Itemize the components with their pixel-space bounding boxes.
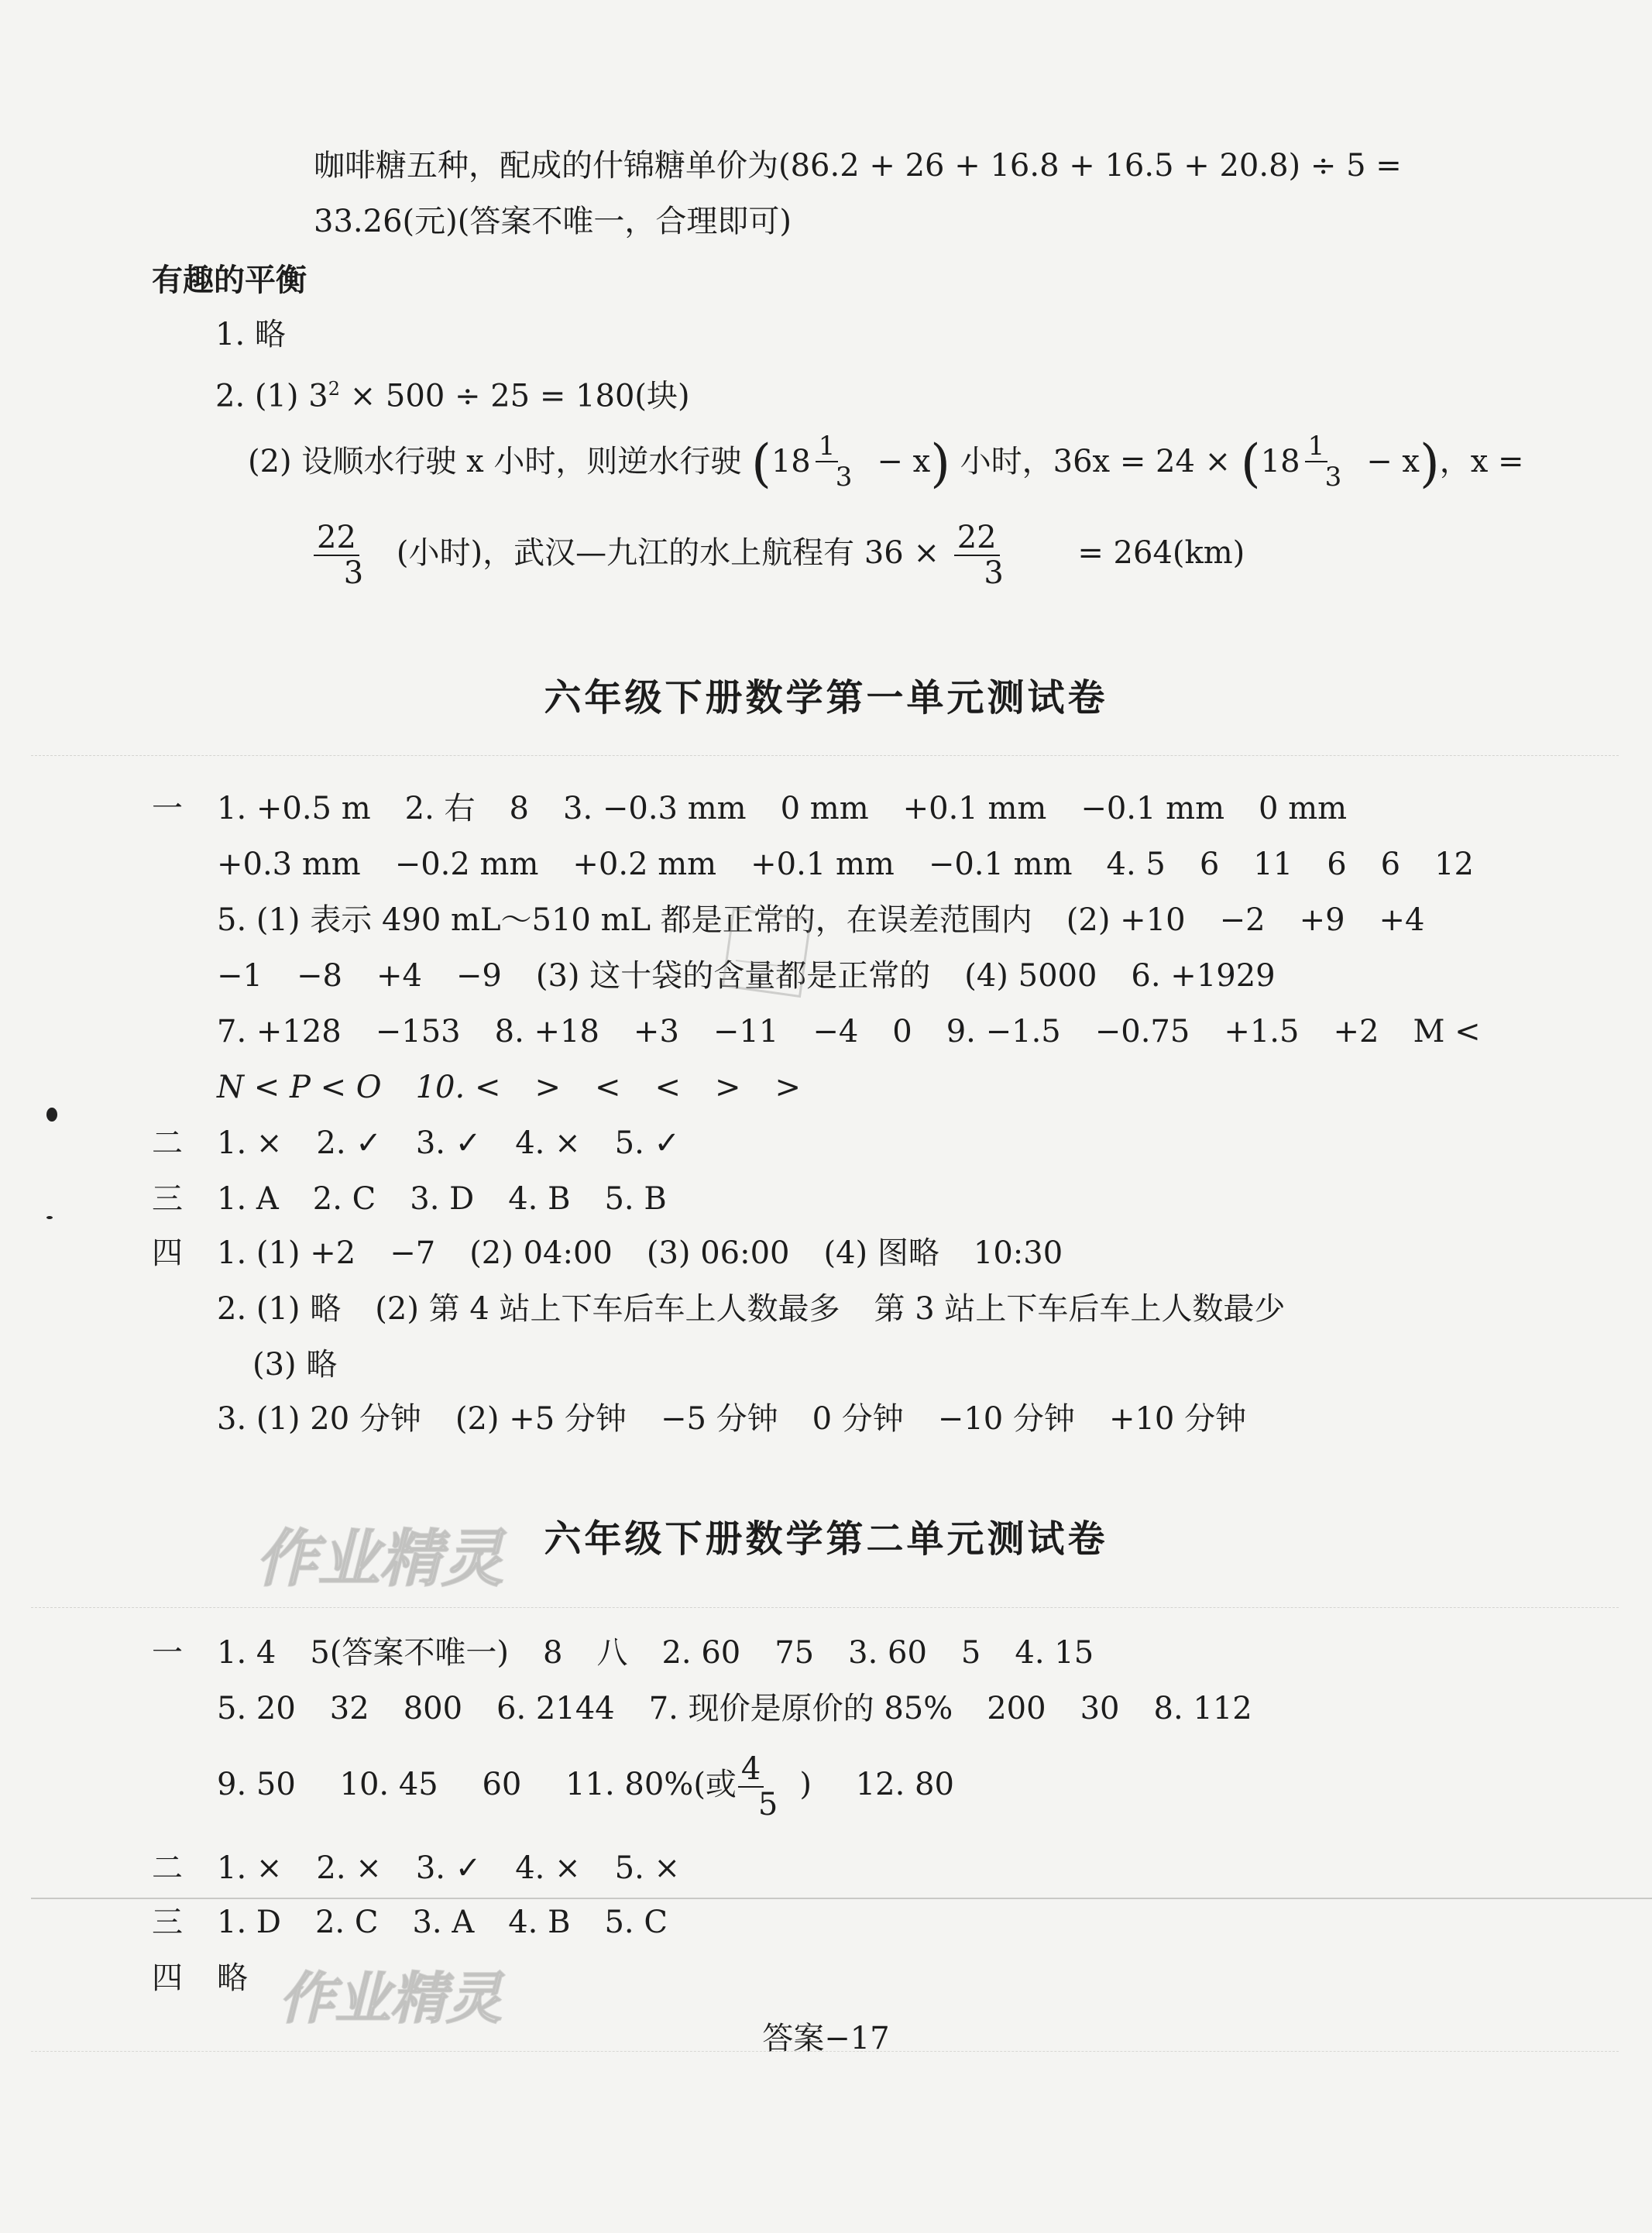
answer-item: (2) +5 分钟 (455, 1401, 627, 1437)
answer-row (217, 843, 1474, 886)
stamp-icon (713, 898, 821, 1007)
answer-row (217, 1066, 801, 1109)
answer-item: +1.5 (1224, 1014, 1300, 1050)
answer-line: 1. 略 (215, 317, 286, 352)
answer-item: 1. × (217, 1125, 283, 1161)
divider (31, 1898, 1652, 1899)
answer-item: 8 (509, 791, 529, 826)
denominator: 3 (984, 555, 1004, 591)
answer-item: < (594, 1070, 621, 1105)
answer-item: 6 (1380, 847, 1401, 882)
answer-item: 四 (152, 1960, 183, 1996)
denominator: 5 (757, 1787, 778, 1822)
numerator: 1 (1305, 431, 1328, 462)
fraction (738, 1752, 798, 1822)
answer-item: 5. ✓ (614, 1125, 681, 1161)
text-line: 咖啡糖五种，配成的什锦糖单价为(86.2 + 26 + 16.8 + 16.5 + 20.8) ÷ 5 = (314, 148, 1402, 184)
divider (31, 755, 1619, 756)
answer-item: 1. A (217, 1181, 279, 1217)
answer-item: −0.2 mm (394, 847, 539, 882)
answer-item: 一 (152, 791, 183, 826)
answer-item: 略 (217, 1960, 248, 1996)
answer-text: × 500 ÷ 25 = 180(块) (339, 378, 690, 414)
answer-item: 6 (1327, 847, 1347, 882)
answer-item: 30 (1080, 1691, 1120, 1726)
minus-x: − x (877, 444, 931, 479)
answer-row (217, 1687, 1252, 1730)
answer-item: −0.75 (1094, 1014, 1190, 1050)
answer-item: −4 (812, 1014, 859, 1050)
page-number: 答案−17 (762, 2021, 890, 2056)
answer-text: ，x = (1439, 444, 1524, 479)
answer-row (217, 1010, 1481, 1053)
answer-item: 二 (152, 1850, 183, 1886)
numerator: 1 (816, 431, 839, 462)
print-mark (46, 1108, 57, 1122)
answer-item: 0 分钟 (812, 1401, 904, 1437)
answer-item: 5. × (614, 1850, 681, 1886)
answer-item: 7. 现价是原价的 85% (648, 1691, 953, 1726)
fraction (954, 520, 1034, 590)
paren: ) (930, 434, 950, 493)
answer-item: 32 (329, 1691, 369, 1726)
answer-item: 0 mm (780, 791, 869, 826)
answer-text: (2) 设顺水行驶 x 小时，则逆水行驶 (248, 444, 742, 479)
paren: ) (1420, 434, 1440, 493)
answer-item: 5(答案不唯一) (310, 1635, 509, 1671)
whole: 18 (1260, 444, 1300, 479)
answer-item: 10:30 (973, 1235, 1063, 1271)
numerator: 22 (314, 520, 359, 556)
answer-item: < (654, 1070, 681, 1105)
answer-text: = 264(km) (1077, 535, 1245, 571)
denominator: 3 (1324, 462, 1342, 493)
answer-item: +0.3 mm (217, 847, 361, 882)
answer-item: 1. (1) +2 (217, 1235, 356, 1271)
answer-item: 四 (152, 1235, 183, 1271)
answer-item: +2 (1333, 1014, 1379, 1050)
answer-item: (2) 04:00 (469, 1235, 613, 1271)
answer-item: 0 mm (1259, 791, 1348, 826)
answer-row (152, 1956, 248, 2000)
answer-row (152, 1631, 1094, 1675)
answer-item: 5 (960, 1635, 981, 1671)
answer-item: M < (1413, 1014, 1481, 1050)
numerator: 4 (738, 1752, 764, 1788)
watermark: 作业精灵 (279, 1966, 503, 2031)
whole: 18 (771, 444, 811, 479)
answer-row (217, 1397, 1246, 1441)
answer-item: −8 (296, 958, 342, 994)
answer-item: +10 分钟 (1108, 1401, 1247, 1437)
answer-item: 12 (1434, 847, 1475, 882)
answer-item: (3) 略 (252, 1347, 338, 1383)
answer-item: −153 (375, 1014, 461, 1050)
answer-item: 200 (987, 1691, 1046, 1726)
answer-item: > (715, 1070, 741, 1105)
answer-item: 1. +0.5 m (217, 791, 371, 826)
answer-item: ) (799, 1767, 812, 1802)
answer-item: 5. 20 (217, 1691, 296, 1726)
answer-item: 3. −0.3 mm (563, 791, 747, 826)
answer-item: −9 (455, 958, 502, 994)
answer-item: 第 3 站上下车后车上人数最少 (874, 1291, 1286, 1327)
answer-item: 5. (1) 表示 490 mL～510 mL 都是正常的，在误差范围内 (217, 902, 1032, 938)
answer-item: −0.1 mm (928, 847, 1073, 882)
fraction (1305, 431, 1362, 492)
answer-item: 12. 80 (855, 1767, 954, 1802)
mixed-number (771, 431, 930, 493)
minus-x: − x (1366, 444, 1420, 479)
answer-row (217, 1747, 954, 1822)
answer-row (152, 1847, 680, 1890)
answer-item: 2. C (314, 1905, 379, 1940)
answer-item: 4. × (515, 1850, 581, 1886)
answer-item: 8. 112 (1153, 1691, 1252, 1726)
answer-row (252, 1343, 337, 1386)
paren: ( (1240, 434, 1261, 493)
answer-item: 0 (892, 1014, 912, 1050)
answer-item: 1. 4 (217, 1635, 276, 1671)
answer-item: 1. × (217, 1850, 283, 1886)
denominator: 3 (835, 462, 853, 493)
answer-item: 2. × (316, 1850, 382, 1886)
answer-item: 二 (152, 1125, 183, 1161)
answer-item: 11. 80%(或 (565, 1767, 737, 1802)
answer-item: 3. ✓ (415, 1850, 482, 1886)
answer-line (215, 367, 690, 417)
fraction (816, 431, 873, 492)
answer-row (152, 1232, 1063, 1275)
answer-item: 2. C (312, 1181, 376, 1217)
answer-item: > (774, 1070, 802, 1105)
answer-item: 2. ✓ (316, 1125, 382, 1161)
answer-item: 7. +128 (217, 1014, 342, 1050)
answer-item: 1. D (217, 1905, 281, 1940)
answer-item: 9. 50 (217, 1767, 296, 1802)
answer-item: 8. +18 (494, 1014, 599, 1050)
answer-item: 2. (1) 略 (217, 1291, 342, 1327)
superscript: 2 (328, 378, 340, 400)
answer-item: 3. 60 (848, 1635, 927, 1671)
answer-item: 6 (1199, 847, 1220, 882)
divider (31, 1607, 1619, 1608)
denominator: 3 (343, 555, 364, 591)
answer-item: N < P < O (217, 1070, 382, 1105)
answer-item: (3) 06:00 (646, 1235, 790, 1271)
paren: ( (751, 434, 771, 493)
answer-item: −2 (1219, 902, 1266, 938)
fraction (314, 520, 393, 590)
answer-item: 8 (543, 1635, 563, 1671)
answer-item: +3 (633, 1014, 679, 1050)
answer-item: 800 (403, 1691, 463, 1726)
answer-item: 3. A (412, 1905, 475, 1940)
answer-item: 2. 右 (404, 791, 476, 826)
answer-item: 4. B (508, 1181, 571, 1217)
answer-item: 4. B (508, 1905, 571, 1940)
answer-item: (4) 图略 (823, 1235, 939, 1271)
watermark: 作业精灵 (256, 1523, 503, 1595)
answer-item: 4. × (515, 1125, 581, 1161)
answer-item: 9. −1.5 (946, 1014, 1061, 1050)
answer-row (152, 1901, 668, 1944)
answer-item: 5. B (604, 1181, 667, 1217)
answer-item: 11 (1253, 847, 1293, 882)
answer-item: 三 (152, 1181, 183, 1217)
answer-row (217, 1287, 1285, 1331)
text-line: 33.26(元)(答案不唯一，合理即可) (314, 204, 792, 239)
answer-text: (小时)，武汉—九江的水上航程有 36 × (396, 535, 939, 571)
answer-text: 2. (1) 3 (215, 378, 328, 414)
answer-item: −7 (390, 1235, 436, 1271)
answer-item: 4. 15 (1015, 1635, 1094, 1671)
answer-item: 75 (774, 1635, 815, 1671)
answer-line (248, 431, 1524, 495)
answer-item: 3. D (410, 1181, 475, 1217)
mixed-number (1261, 431, 1420, 493)
answer-item: (3) 这十袋的含量都是正常的 (535, 958, 931, 994)
section-heading: 有趣的平衡 (152, 263, 307, 298)
answer-row (152, 787, 1347, 830)
answer-item: +0.2 mm (572, 847, 717, 882)
answer-item: −1 (217, 958, 263, 994)
answer-item: 一 (152, 1635, 183, 1671)
answer-item: 60 (482, 1767, 522, 1802)
answer-row (152, 1122, 680, 1165)
answer-item: 3. (1) 20 分钟 (217, 1401, 421, 1437)
unit2-title: 六年级下册数学第二单元测试卷 (544, 1517, 1108, 1561)
answer-item: 八 (596, 1635, 628, 1671)
answer-item: −0.1 mm (1080, 791, 1225, 826)
answer-line (314, 516, 1245, 590)
answer-item: +4 (376, 958, 422, 994)
answer-item: (2) 第 4 站上下车后车上人数最多 (375, 1291, 840, 1327)
unit1-title: 六年级下册数学第一单元测试卷 (544, 676, 1108, 720)
answer-item: 3. ✓ (415, 1125, 482, 1161)
answer-item: 6. +1929 (1131, 958, 1276, 994)
answer-item: −5 分钟 (660, 1401, 778, 1437)
answer-item: −11 (713, 1014, 779, 1050)
answer-item: 2. 60 (661, 1635, 741, 1671)
answer-item: +0.1 mm (902, 791, 1047, 826)
answer-item: 10. < (415, 1070, 501, 1105)
answer-item: +4 (1379, 902, 1425, 938)
answer-item: (4) 5000 (964, 958, 1097, 994)
answer-item: 6. 2144 (496, 1691, 615, 1726)
answer-text: 小时，36x = 24 × (960, 444, 1231, 479)
numerator: 22 (954, 520, 1000, 556)
print-mark (46, 1216, 53, 1219)
answer-item: (2) +10 (1066, 902, 1186, 938)
answer-item: > (534, 1070, 561, 1105)
answer-item: +9 (1299, 902, 1345, 938)
answer-item: 5. C (604, 1905, 668, 1940)
answer-item: 10. 45 (339, 1767, 438, 1802)
answer-item: −10 分钟 (937, 1401, 1075, 1437)
answer-item: 4. 5 (1106, 847, 1166, 882)
answer-item: 三 (152, 1905, 183, 1940)
answer-row (152, 1177, 667, 1221)
answer-item: +0.1 mm (750, 847, 895, 882)
